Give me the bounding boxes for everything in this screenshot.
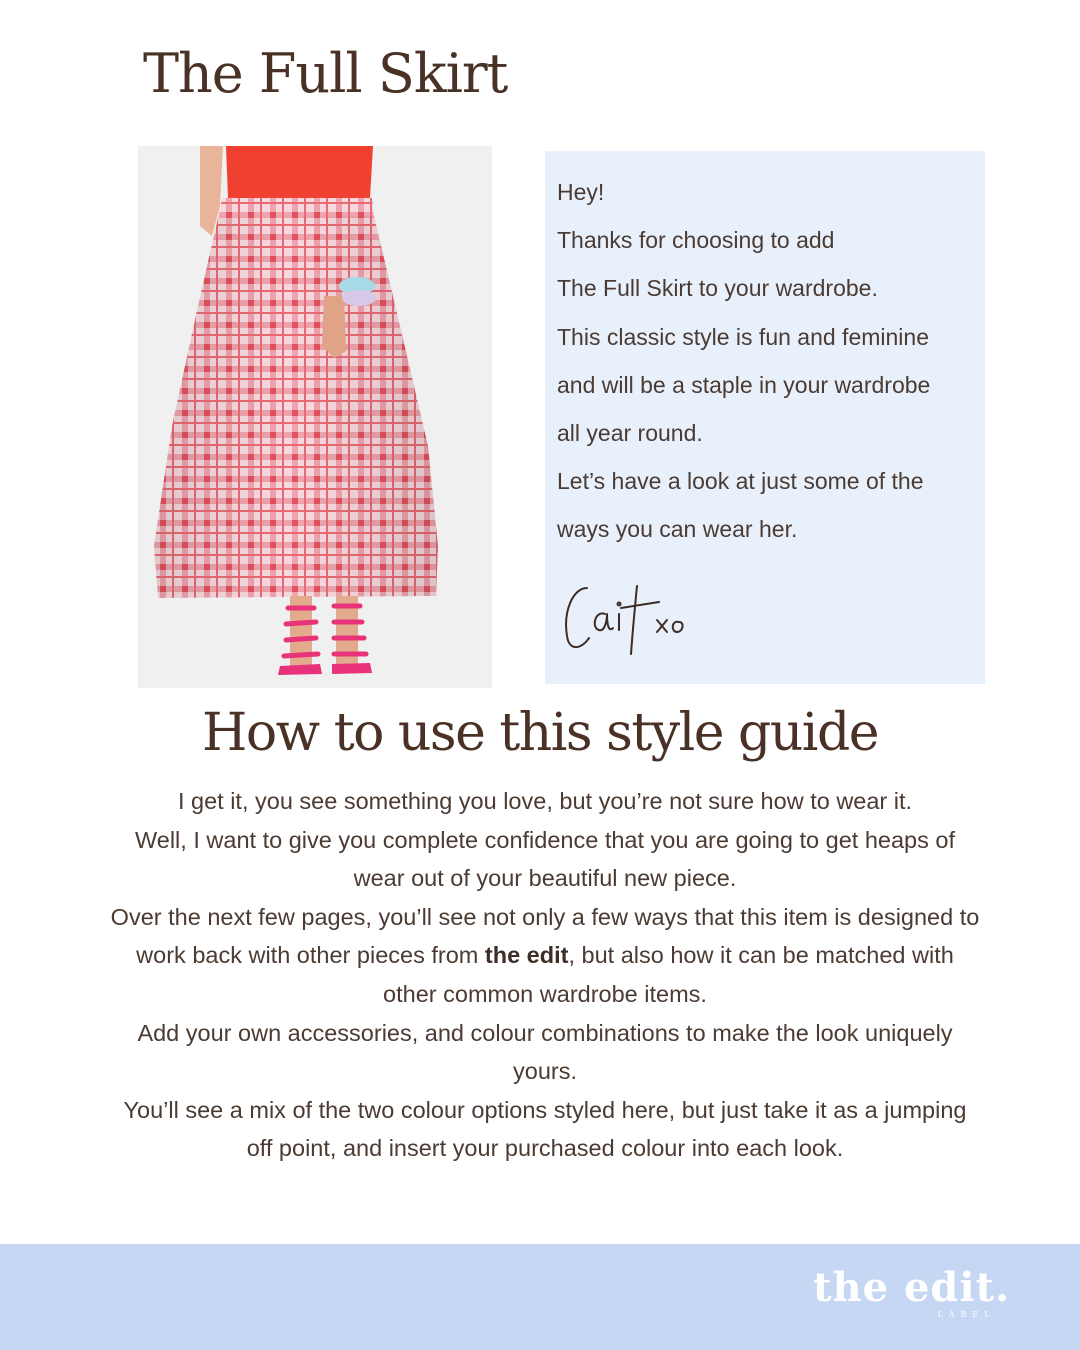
skirt-illustration — [138, 146, 492, 688]
footer-band — [0, 1244, 1080, 1350]
signature-handwritten — [555, 566, 705, 656]
paragraph: Well, I want to give you complete confidence that you are going to get heaps of wear out of your beautiful new piece. — [135, 826, 955, 892]
letter-line: Hey! — [557, 179, 605, 205]
letter-line: ways you can wear her. — [557, 516, 798, 543]
letter-line: Thanks for choosing to add — [557, 227, 835, 254]
paragraph — [110, 898, 980, 1014]
brand-name: the edit. — [813, 1264, 1010, 1311]
brand-sub: LABEL — [937, 1310, 996, 1319]
paragraph: Add your own accessories, and colour combinations to make the look uniquely yours. — [137, 1019, 953, 1085]
brand-mention: the edit — [484, 942, 569, 969]
paragraph: I get it, you see something you love, but you’re not sure how to wear it. — [177, 788, 913, 814]
letter-line: Let’s have a look at just some of the — [557, 468, 924, 495]
letter-line: The Full Skirt to your wardrobe. — [557, 275, 878, 302]
welcome-letter — [545, 151, 985, 684]
paragraph: You’ll see a mix of the two colour options styled here, but just take it as a jumping off point, and insert your purchased colour into each look. — [123, 1096, 967, 1162]
letter-text — [557, 168, 977, 554]
paragraph-text: , but also how it can be matched with other common wardrobe items. — [383, 942, 954, 1007]
paragraph-text: Over the next few pages, you’ll see not only a few ways that this item is designed to work back with other pieces from — [110, 903, 980, 969]
letter-line: all year round. — [557, 420, 703, 447]
style-guide-text — [110, 782, 980, 1168]
letter-line: and will be a staple in your wardrobe — [557, 371, 931, 398]
style-guide-heading: How to use this style guide — [202, 703, 878, 763]
letter-line: This classic style is fun and feminine — [557, 323, 929, 350]
page-title: The Full Skirt — [143, 42, 508, 105]
product-photo — [138, 146, 492, 688]
brand-logo — [813, 1264, 1010, 1319]
